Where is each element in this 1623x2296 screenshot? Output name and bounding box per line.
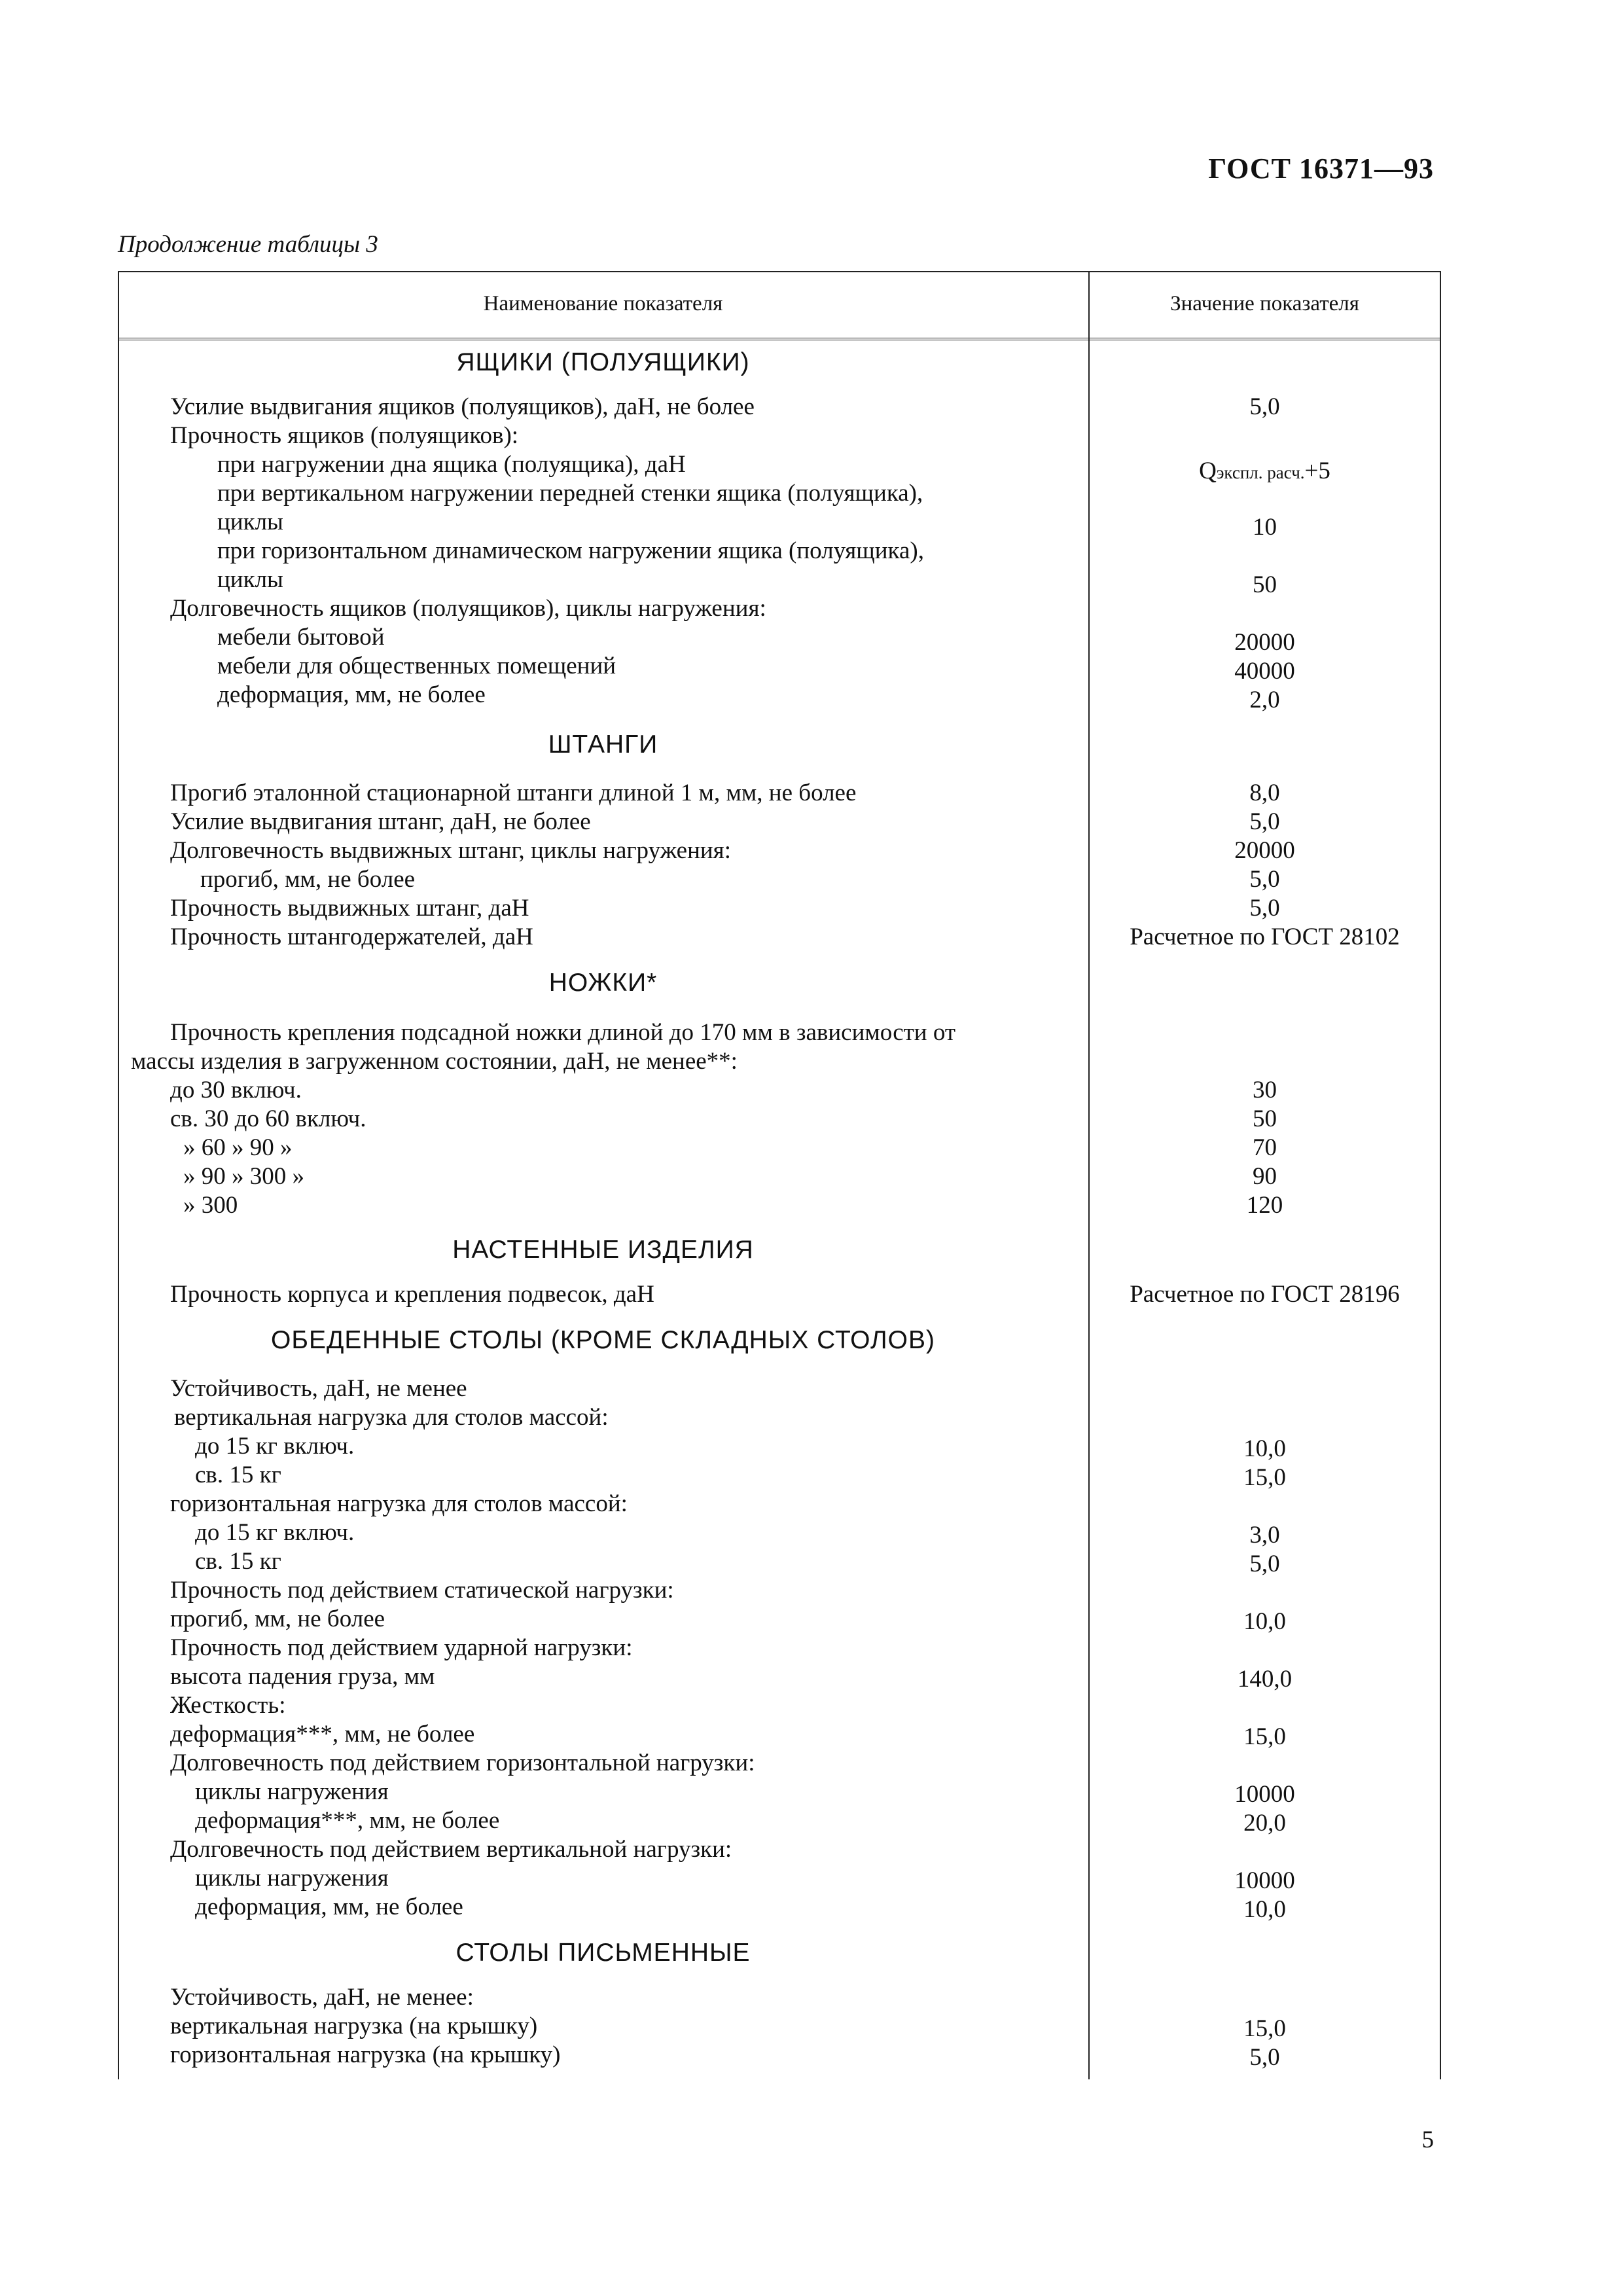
row-label-cont: циклы — [217, 566, 283, 593]
table-caption: Продолжение таблицы 3 — [118, 231, 378, 258]
row-value: 15,0 — [1243, 1464, 1286, 1491]
formula-subscript: экспл. расч. — [1216, 463, 1305, 482]
row-value: 20000 — [1234, 837, 1295, 864]
row-label: деформация***, мм, не более — [195, 1807, 500, 1834]
row-value: 20000 — [1234, 629, 1295, 656]
row-label: вертикальная нагрузка для столов массой: — [174, 1404, 609, 1431]
row-label: при нагружении дна ящика (полуящика), даН — [217, 451, 686, 478]
row-label: Прочность штангодержателей, даН — [170, 924, 533, 950]
row-label: св. 15 кг — [195, 1462, 281, 1488]
row-label: горизонтальная нагрузка (на крышку) — [170, 2041, 561, 2068]
formula-main: Q — [1199, 457, 1217, 484]
row-label: при горизонтальном динамическом нагружении ящика (полуящика), — [217, 537, 924, 564]
row-value: 5,0 — [1249, 895, 1280, 922]
row-value: 20,0 — [1243, 1810, 1286, 1837]
row-value: 10000 — [1234, 1781, 1295, 1808]
row-value: Расчетное по ГОСТ 28196 — [1130, 1281, 1400, 1308]
row-label: Прогиб эталонной стационарной штанги длиной 1 м, мм, не более — [170, 780, 857, 806]
row-label: мебели бытовой — [217, 624, 385, 651]
row-value: 10,0 — [1243, 1896, 1286, 1923]
row-label: Прочность выдвижных штанг, даН — [170, 895, 529, 922]
row-label: деформация, мм, не более — [217, 681, 486, 708]
row-label: до 15 кг включ. — [195, 1433, 355, 1460]
row-value: 10,0 — [1243, 1608, 1286, 1635]
row-value: 5,0 — [1249, 393, 1280, 420]
row-value: 140,0 — [1237, 1666, 1293, 1693]
row-value: 15,0 — [1243, 2015, 1286, 2042]
row-label: Устойчивость, даН, не менее — [170, 1375, 467, 1402]
row-value: 30 — [1253, 1077, 1277, 1103]
row-label: Усилие выдвигания ящиков (полуящиков), даН, не более — [170, 393, 755, 420]
row-label: Долговечность ящиков (полуящиков), циклы нагружения: — [170, 595, 766, 622]
row-value: 50 — [1253, 571, 1277, 598]
table-top-border — [118, 271, 1441, 272]
row-label: Прочность крепления подсадной ножки длиной до 170 мм в зависимости от — [170, 1019, 956, 1046]
row-value: 5,0 — [1249, 2044, 1280, 2071]
row-label: вертикальная нагрузка (на крышку) — [170, 2013, 538, 2039]
table-header-divider — [118, 338, 1441, 340]
row-label: до 15 кг включ. — [195, 1519, 355, 1546]
table-left-border — [118, 271, 119, 2079]
row-label: Прочность ящиков (полуящиков): — [170, 422, 519, 449]
row-label: Долговечность под действием вертикальной нагрузки: — [170, 1836, 732, 1863]
row-label: горизонтальная нагрузка для столов массой: — [170, 1490, 628, 1517]
row-label: мебели для общественных помещений — [217, 653, 616, 679]
row-label: » 300 — [183, 1192, 238, 1219]
row-label: » 60 » 90 » — [183, 1134, 293, 1161]
row-label: Устойчивость, даН, не менее: — [170, 1984, 474, 2011]
row-label: деформация, мм, не более — [195, 1893, 463, 1920]
row-value: 70 — [1253, 1134, 1277, 1161]
section-title-wall-items: НАСТЕННЫЕ ИЗДЕЛИЯ — [452, 1236, 754, 1264]
section-title-dining-tables: ОБЕДЕННЫЕ СТОЛЫ (КРОМЕ СКЛАДНЫХ СТОЛОВ) — [271, 1326, 935, 1354]
document-code: ГОСТ 16371—93 — [1208, 152, 1434, 185]
row-label: Прочность под действием ударной нагрузки: — [170, 1634, 633, 1661]
row-label: прогиб, мм, не более — [170, 1605, 385, 1632]
specs-table — [118, 271, 1441, 2079]
row-value: 50 — [1253, 1105, 1277, 1132]
page-number: 5 — [1421, 2126, 1434, 2153]
row-label: Долговечность под действием горизонтальной нагрузки: — [170, 1749, 755, 1776]
row-label: при вертикальном нагружении передней стенки ящика (полуящика), — [217, 480, 923, 507]
row-label-cont: массы изделия в загруженном состоянии, даН, не менее**: — [131, 1048, 738, 1075]
column-header-name: Наименование показателя — [483, 292, 723, 315]
row-value: 10000 — [1234, 1867, 1295, 1894]
row-value: 5,0 — [1249, 1551, 1280, 1577]
section-title-legs: НОЖКИ* — [548, 969, 658, 997]
row-label: » 90 » 300 » — [183, 1163, 304, 1190]
column-header-value: Значение показателя — [1170, 292, 1359, 315]
row-label: Прочность под действием статической нагрузки: — [170, 1577, 674, 1604]
row-value: 5,0 — [1249, 808, 1280, 835]
row-label: прогиб, мм, не более — [200, 866, 416, 893]
row-label: Прочность корпуса и крепления подвесок, даН — [170, 1281, 654, 1308]
row-value: 10,0 — [1243, 1435, 1286, 1462]
row-label-cont: циклы — [217, 509, 283, 535]
section-title-rods: ШТАНГИ — [548, 730, 658, 759]
row-value: 15,0 — [1243, 1723, 1286, 1750]
row-value: 2,0 — [1249, 687, 1280, 713]
row-label: Усилие выдвигания штанг, даН, не более — [170, 808, 591, 835]
row-value: 5,0 — [1249, 866, 1280, 893]
row-value: 90 — [1253, 1163, 1277, 1190]
formula-tail: +5 — [1304, 457, 1330, 484]
section-title-writing-desks: СТОЛЫ ПИСЬМЕННЫЕ — [455, 1939, 751, 1967]
row-label: Долговечность выдвижных штанг, циклы нагружения: — [170, 837, 731, 864]
row-label: св. 30 до 60 включ. — [170, 1105, 366, 1132]
row-value: 120 — [1246, 1192, 1283, 1219]
row-value: 3,0 — [1249, 1522, 1280, 1549]
row-label: циклы нагружения — [195, 1865, 389, 1892]
row-value: 10 — [1253, 514, 1277, 541]
formula-value — [1088, 457, 1441, 487]
section-title-drawers: ЯЩИКИ (ПОЛУЯЩИКИ) — [456, 348, 750, 376]
row-value: 40000 — [1234, 658, 1295, 685]
row-label: до 30 включ. — [170, 1077, 302, 1103]
row-label: св. 15 кг — [195, 1548, 281, 1575]
row-label: высота падения груза, мм — [170, 1663, 435, 1690]
row-label: деформация***, мм, не более — [170, 1721, 475, 1748]
row-label: циклы нагружения — [195, 1778, 389, 1805]
row-value: Расчетное по ГОСТ 28102 — [1130, 924, 1400, 950]
row-label: Жесткость: — [170, 1692, 286, 1719]
row-value: 8,0 — [1249, 780, 1280, 806]
